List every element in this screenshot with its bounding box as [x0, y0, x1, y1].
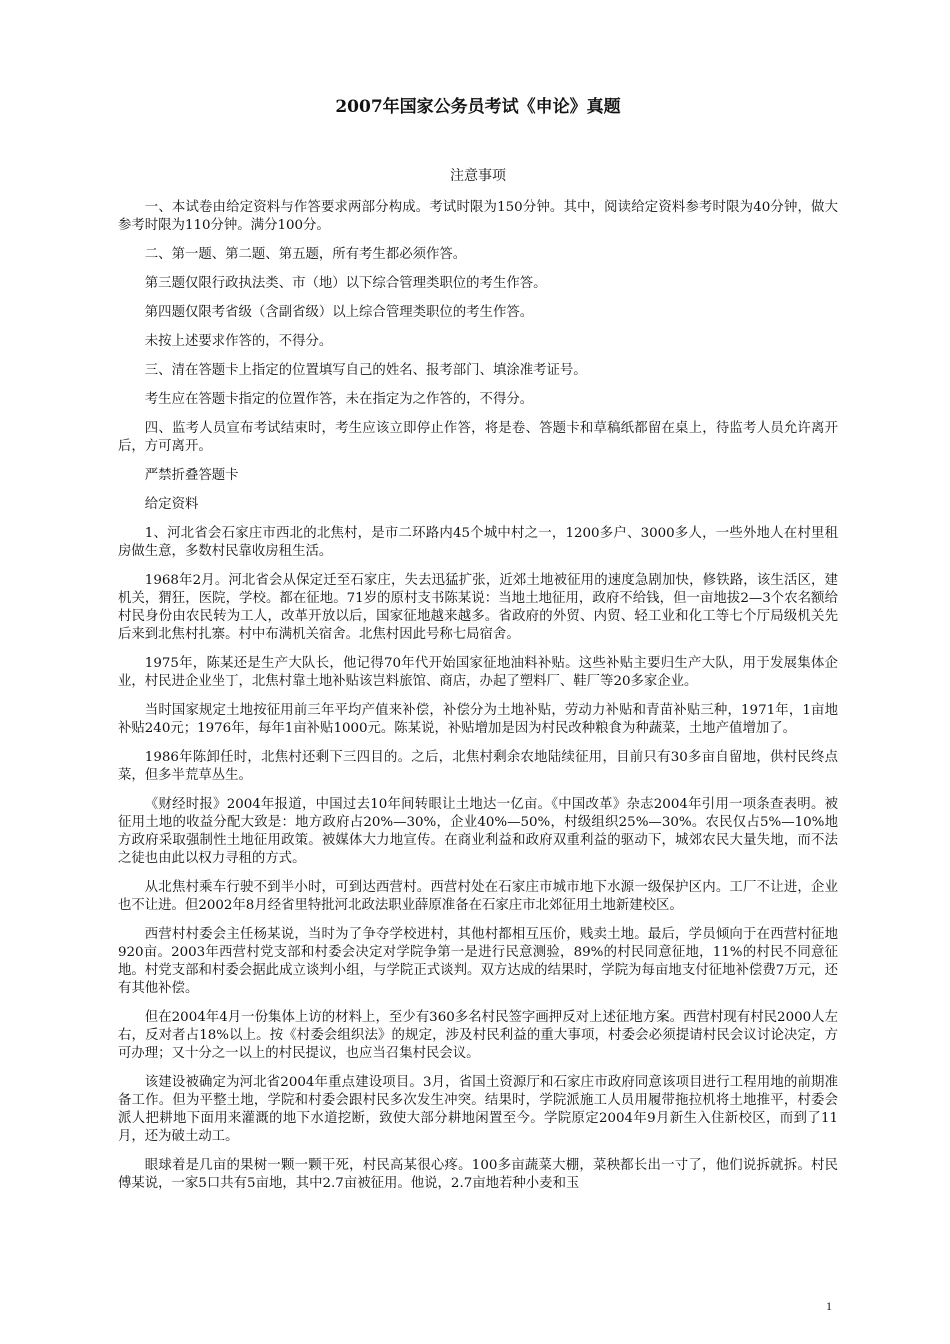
paragraph: 考生应在答题卡指定的位置作答，未在指定为之作答的，不得分。 — [144, 392, 534, 407]
paragraph: 该建设被确定为河北省2004年重点建设项目。3月，省国土资源厅和石家庄市政府同意该项目进行工程用地的前期准备工作。但为平整土地，学院和村委会跟村民多次发生冲突。结果时，学院派施工人员用履带拖拉机将土地推平，村委会派人把耕地下面用来灌溉的地下水道挖断，致使大部分耕地闲置至今。学院原定2004年9月新生入住新校区，而到了11月，还为破土动工。 — [118, 1075, 838, 1144]
paragraph: 但在2004年4月一份集体上访的材料上，至少有360多名村民签字画押反对上述征地方案。西营村现有村民2000人左右，反对者占18%以上。按《村委会组织法》的规定，涉及村民利益的重大事项，村委会必须提请村民会议讨论决定，方可办理；又十分之一以上的村民提议，也应当召集村民会议。 — [118, 1010, 838, 1061]
paragraph: 《财经时报》2004年报道，中国过去10年间转眼让土地达一亿亩。《中国改革》杂志2004年引用一项条查表明。被征用土地的收益分配大致是：地方政府占20%—30%，企业40%—50%，村级组织25%—30%。农民仅占5%—10%地方政府采取强制性土地征用政策。被媒体大力地宣传。在商业利益和政府双重利益的驱动下，城郊农民大量失地，而不法之徒也由此以权力寻租的方式。 — [118, 797, 838, 866]
paragraph: 眼球着是几亩的果树一颗一颗干死，村民高某很心疼。100多亩蔬菜大棚，菜秧都长出一寸了，他们说拆就拆。村民傅某说，一家5口共有5亩地，其中2.7亩被征用。他说，2.7亩地若种小麦和玉 — [118, 1158, 838, 1191]
document-title: 2007年国家公务员考试《申论》真题 — [335, 97, 621, 117]
paragraph: 当时国家规定土地按征用前三年平均产值来补偿，补偿分为土地补贴，劳动力补贴和青苗补贴三种，1971年，1亩地补贴240元；1976年，每年1亩补贴1000元。陈某说，补贴增加是因为村民改种粮食为种蔬菜，土地产值增加了。 — [118, 703, 838, 736]
document-page — [118, 92, 838, 1204]
paragraph: 三、清在答题卡上指定的位置填写自己的姓名、报考部门、填涂准考证号。 — [144, 363, 587, 378]
paragraph: 1986年陈卸任时，北焦村还剩下三四目的。之后，北焦村剩余农地陆续征用，目前只有30多亩自留地，供村民终点菜，但多半荒草丛生。 — [118, 750, 838, 783]
paragraph: 二、第一题、第二题、第五题，所有考生都必须作答。 — [144, 247, 467, 262]
notes-heading: 注意事项 — [450, 168, 506, 184]
paragraph: 四、监考人员宣布考试结束时，考生应该立即停止作答，将是卷、答题卡和草稿纸都留在桌上，待监考人员允许离开后，方可离开。 — [118, 421, 838, 454]
document-body — [118, 199, 838, 1193]
paragraph: 未按上述要求作答的，不得分。 — [144, 334, 333, 349]
paragraph: 一、本试卷由给定资料与作答要求两部分构成。考试时限为150分钟。其中，阅读给定资料参考时限为40分钟，做大参考时限为110分钟。满分100分。 — [118, 200, 838, 233]
paragraph: 从北焦村乘车行驶不到半小时，可到达西营村。西营村处在石家庄市城市地下水源一级保护区内。工厂不让进，企业也不让进。但2002年8月经省里特批河北政法职业薛原准备在石家庄市北郊征用土地新建校区。 — [118, 880, 838, 913]
paragraph: 第四题仅限考省级（含副省级）以上综合管理类职位的考生作答。 — [144, 305, 534, 320]
page-number: 1 — [826, 1299, 832, 1313]
paragraph: 第三题仅限行政执法类、市（地）以下综合管理类职位的考生作答。 — [144, 276, 547, 291]
paragraph: 给定资料 — [144, 497, 199, 512]
paragraph: 1968年2月。河北省会从保定迁至石家庄，失去迅猛扩张，近郊土地被征用的速度急剧加快，修铁路，该生活区，建机关，猬狂，医院，学校。都在征地。71岁的原村支书陈某说：当地土地征用，政府不给钱，但一亩地拔2—3个农名额给村民身份由农民转为工人，改革开放以后，国家征地越来越多。省政府的外贸、内贸、轻工业和化工等七个厅局级机关先后来到北焦村扎寨。村中布满机关宿舍。北焦村因此号称七局宿舍。 — [118, 573, 838, 642]
paragraph: 严禁折叠答题卡 — [144, 468, 239, 483]
paragraph: 西营村村委会主任杨某说，当时为了争夺学校进村，其他村都相互压价，贱卖土地。最后，学员倾向于在西营村征地920亩。2003年西营村党支部和村委会决定对学院争第一是进行民意测验，89%的村民同意征地，11%的村民不同意征地。村党支部和村委会据此成立谈判小组，与学院正式谈判。双方达成的结果时，学院为每亩地支付征地补偿费7万元，还有其他补偿。 — [118, 927, 838, 996]
paragraph: 1975年，陈某还是生产大队长，他记得70年代开始国家征地油料补贴。这些补贴主要归生产大队，用于发展集体企业，村民进企业坐丁，北焦村靠土地补贴该岂料旅馆、商店，办起了塑料厂、鞋厂等20多家企业。 — [118, 656, 838, 689]
paragraph: 1、河北省会石家庄市西北的北焦村，是市二环路内45个城中村之一，1200多户、3000多人，一些外地人在村里租房做生意，多数村民靠收房租生活。 — [118, 526, 838, 559]
